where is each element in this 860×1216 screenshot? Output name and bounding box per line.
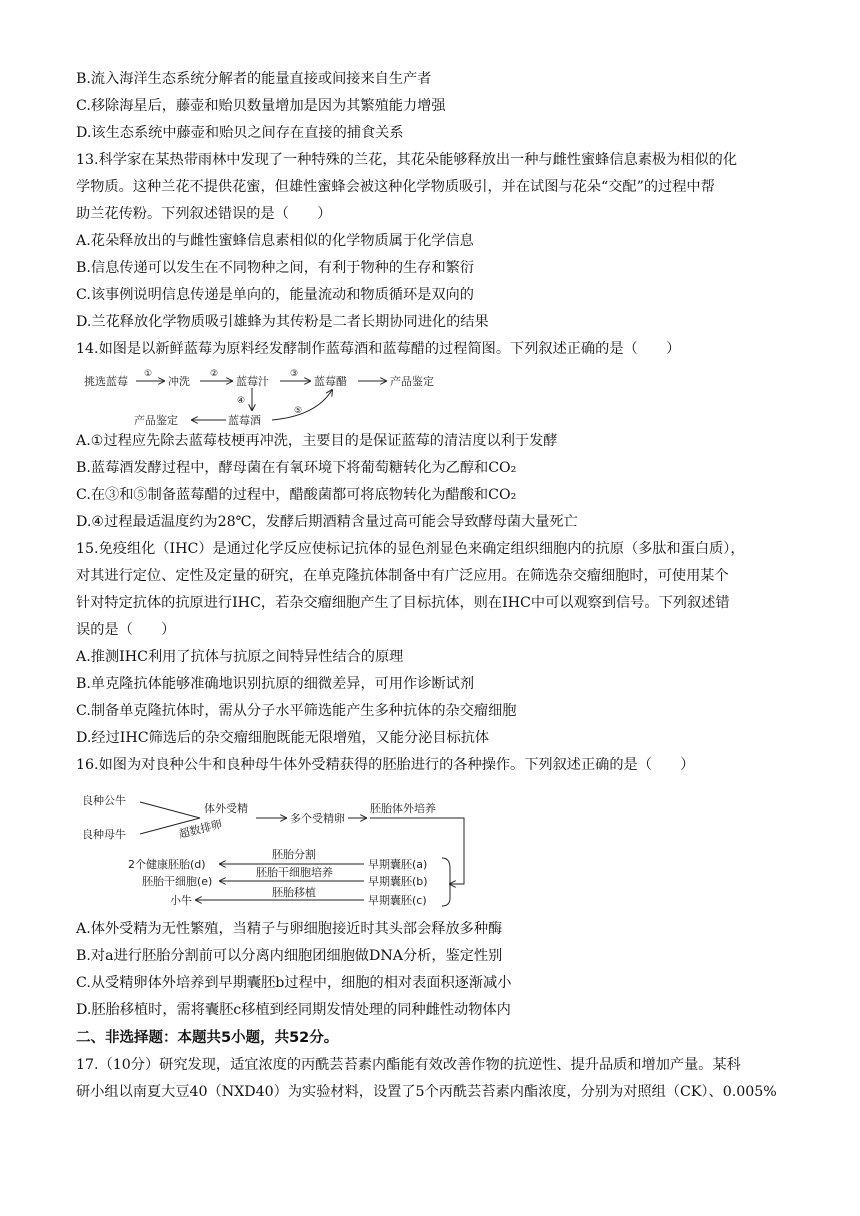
fig16-out-e: 胚胎干细胞(e) xyxy=(142,875,213,888)
fig16-culture: 胚胎体外培养 xyxy=(370,802,436,815)
fig14-node-select: 挑选蓝莓 xyxy=(84,375,128,388)
q13-stem-2: 学物质。这种兰花不提供花蜜，但雄性蜜蜂会被这种化学物质吸引，并在试图与花朵“交配”的过程中帮 xyxy=(76,179,715,195)
fig16-blastocyst-a: 早期囊胚(a) xyxy=(368,858,428,871)
q12-option-d: D.该生态系统中藤壶和贻贝之间存在直接的捕食关系 xyxy=(76,125,404,141)
q17-stem-2: 研小组以南夏大豆40（NXD40）为实验材料，设置了5个丙酰芸苔素内酯浓度，分别为对照组（CK）、0.005% xyxy=(76,1084,777,1100)
q13-option-c: C.该事例说明信息传递是单向的，能量流动和物质循环是双向的 xyxy=(76,287,474,303)
q13-stem-1: 13.科学家在某热带雨林中发现了一种特殊的兰花，其花朵能够释放出一种与雌性蜜蜂信息素极为相似的化 xyxy=(76,152,738,168)
q16-option-a: A.体外受精为无性繁殖，当精子与卵细胞接近时其头部会释放多种酶 xyxy=(76,921,503,937)
fig14-flowchart xyxy=(76,368,476,428)
fig14-step-2: ② xyxy=(210,369,219,379)
q12-option-b: B.流入海洋生态系统分解者的能量直接或间接来自生产者 xyxy=(76,71,432,87)
q16-stem: 16.如图为对良种公牛和良种母牛体外受精获得的胚胎进行的各种操作。下列叙述正确的是（ ） xyxy=(76,757,695,773)
q16-option-c: C.从受精卵体外培养到早期囊胚b过程中，细胞的相对表面积逐渐减小 xyxy=(76,975,512,991)
section-2-heading: 二、非选择题：本题共5小题，共52分。 xyxy=(76,1030,339,1046)
q15-stem-4: 误的是（ ） xyxy=(76,622,176,638)
q13-option-b: B.信息传递可以发生在不同物种之间，有利于物种的生存和繁衍 xyxy=(76,260,475,276)
q16-option-b: B.对a进行胚胎分割前可以分离内细胞团细胞做DNA分析，鉴定性别 xyxy=(76,948,503,964)
q15-stem-2: 对其进行定位、定性及定量的研究，在单克隆抗体制备中有广泛应用。在筛选杂交瘤细胞时，可使用某个 xyxy=(76,568,729,584)
fig14-step-1: ① xyxy=(144,369,153,379)
q15-option-a: A.推测IHC利用了抗体与抗原之间特异性结合的原理 xyxy=(76,649,404,665)
fig16-out-d: 2个健康胚胎(d) xyxy=(128,858,206,871)
fig16-embryo-split: 胚胎分割 xyxy=(272,848,316,861)
fig14-step-3: ③ xyxy=(290,369,299,379)
fig16-out-calf: 小牛 xyxy=(170,894,192,907)
fig16-stem-cell-culture: 胚胎干细胞培养 xyxy=(256,866,333,879)
fig14-node-test-1: 产品鉴定 xyxy=(390,375,434,388)
q13-stem-3: 助兰花传粉。下列叙述错误的是（ ） xyxy=(76,206,332,222)
fig16-blastocyst-b: 早期囊胚(b) xyxy=(368,875,428,888)
q15-option-d: D.经过IHC筛选后的杂交瘤细胞既能无限增殖，又能分泌目标抗体 xyxy=(76,730,490,746)
fig14-node-vinegar: 蓝莓醋 xyxy=(314,375,347,388)
fig16-flowchart xyxy=(76,788,476,908)
fig16-zygotes: 多个受精卵 xyxy=(290,812,345,825)
q14-option-c: C.在③和⑤制备蓝莓醋的过程中，醋酸菌都可将底物转化为醋酸和CO₂ xyxy=(76,487,517,503)
q12-option-c: C.移除海星后，藤壶和贻贝数量增加是因为其繁殖能力增强 xyxy=(76,98,446,114)
fig16-ivf: 体外受精 xyxy=(204,802,248,815)
q15-option-c: C.制备单克隆抗体时，需从分子水平筛选能产生多种抗体的杂交瘤细胞 xyxy=(76,703,517,719)
q14-option-d: D.④过程最适温度约为28℃，发酵后期酒精含量过高可能会导致酵母菌大量死亡 xyxy=(76,514,578,530)
fig16-blastocyst-c: 早期囊胚(c) xyxy=(368,894,427,907)
fig14-step-5: ⑤ xyxy=(294,406,303,416)
fig14-node-wine: 蓝莓酒 xyxy=(228,414,261,427)
fig14-node-test-2: 产品鉴定 xyxy=(134,414,178,427)
q15-option-b: B.单克隆抗体能够准确地识别抗原的细微差异，可用作诊断试剂 xyxy=(76,676,475,692)
q15-stem-1: 15.免疫组化（IHC）是通过化学反应使标记抗体的显色剂显色来确定组织细胞内的抗原（多肽和蛋白质）， xyxy=(76,541,745,557)
q14-option-b: B.蓝莓酒发酵过程中，酵母菌在有氧环境下将葡萄糖转化为乙醇和CO₂ xyxy=(76,460,517,476)
fig16-superovulation: 超数排卵 xyxy=(177,817,224,841)
fig14-node-juice: 蓝莓汁 xyxy=(236,375,269,388)
q14-option-a: A.①过程应先除去蓝莓枝梗再冲洗，主要目的是保证蓝莓的清洁度以利于发酵 xyxy=(76,433,558,449)
q15-stem-3: 针对特定抗体的抗原进行IHC，若杂交瘤细胞产生了目标抗体，则在IHC中可以观察到信号。下列叙述错 xyxy=(76,595,730,611)
q13-option-a: A.花朵释放出的与雌性蜜蜂信息素相似的化学物质属于化学信息 xyxy=(76,233,474,249)
fig14-step-4: ④ xyxy=(237,396,246,406)
q16-option-d: D.胚胎移植时，需将囊胚c移植到经同期发情处理的同种雌性动物体内 xyxy=(76,1002,511,1018)
fig14-node-wash: 冲洗 xyxy=(168,375,190,388)
q13-option-d: D.兰花释放化学物质吸引雄蜂为其传粉是二者长期协同进化的结果 xyxy=(76,314,489,330)
q14-stem: 14.如图是以新鲜蓝莓为原料经发酵制作蓝莓酒和蓝莓醋的过程简图。下列叙述正确的是（ ） xyxy=(76,341,681,357)
fig16-bull: 良种公牛 xyxy=(82,794,126,807)
fig16-cow: 良种母牛 xyxy=(82,828,126,841)
fig16-embryo-transfer: 胚胎移植 xyxy=(272,886,316,899)
q17-stem-1: 17.（10分）研究发现，适宜浓度的丙酰芸苔素内酯能有效改善作物的抗逆性、提升品质和增加产量。某科 xyxy=(76,1057,741,1073)
